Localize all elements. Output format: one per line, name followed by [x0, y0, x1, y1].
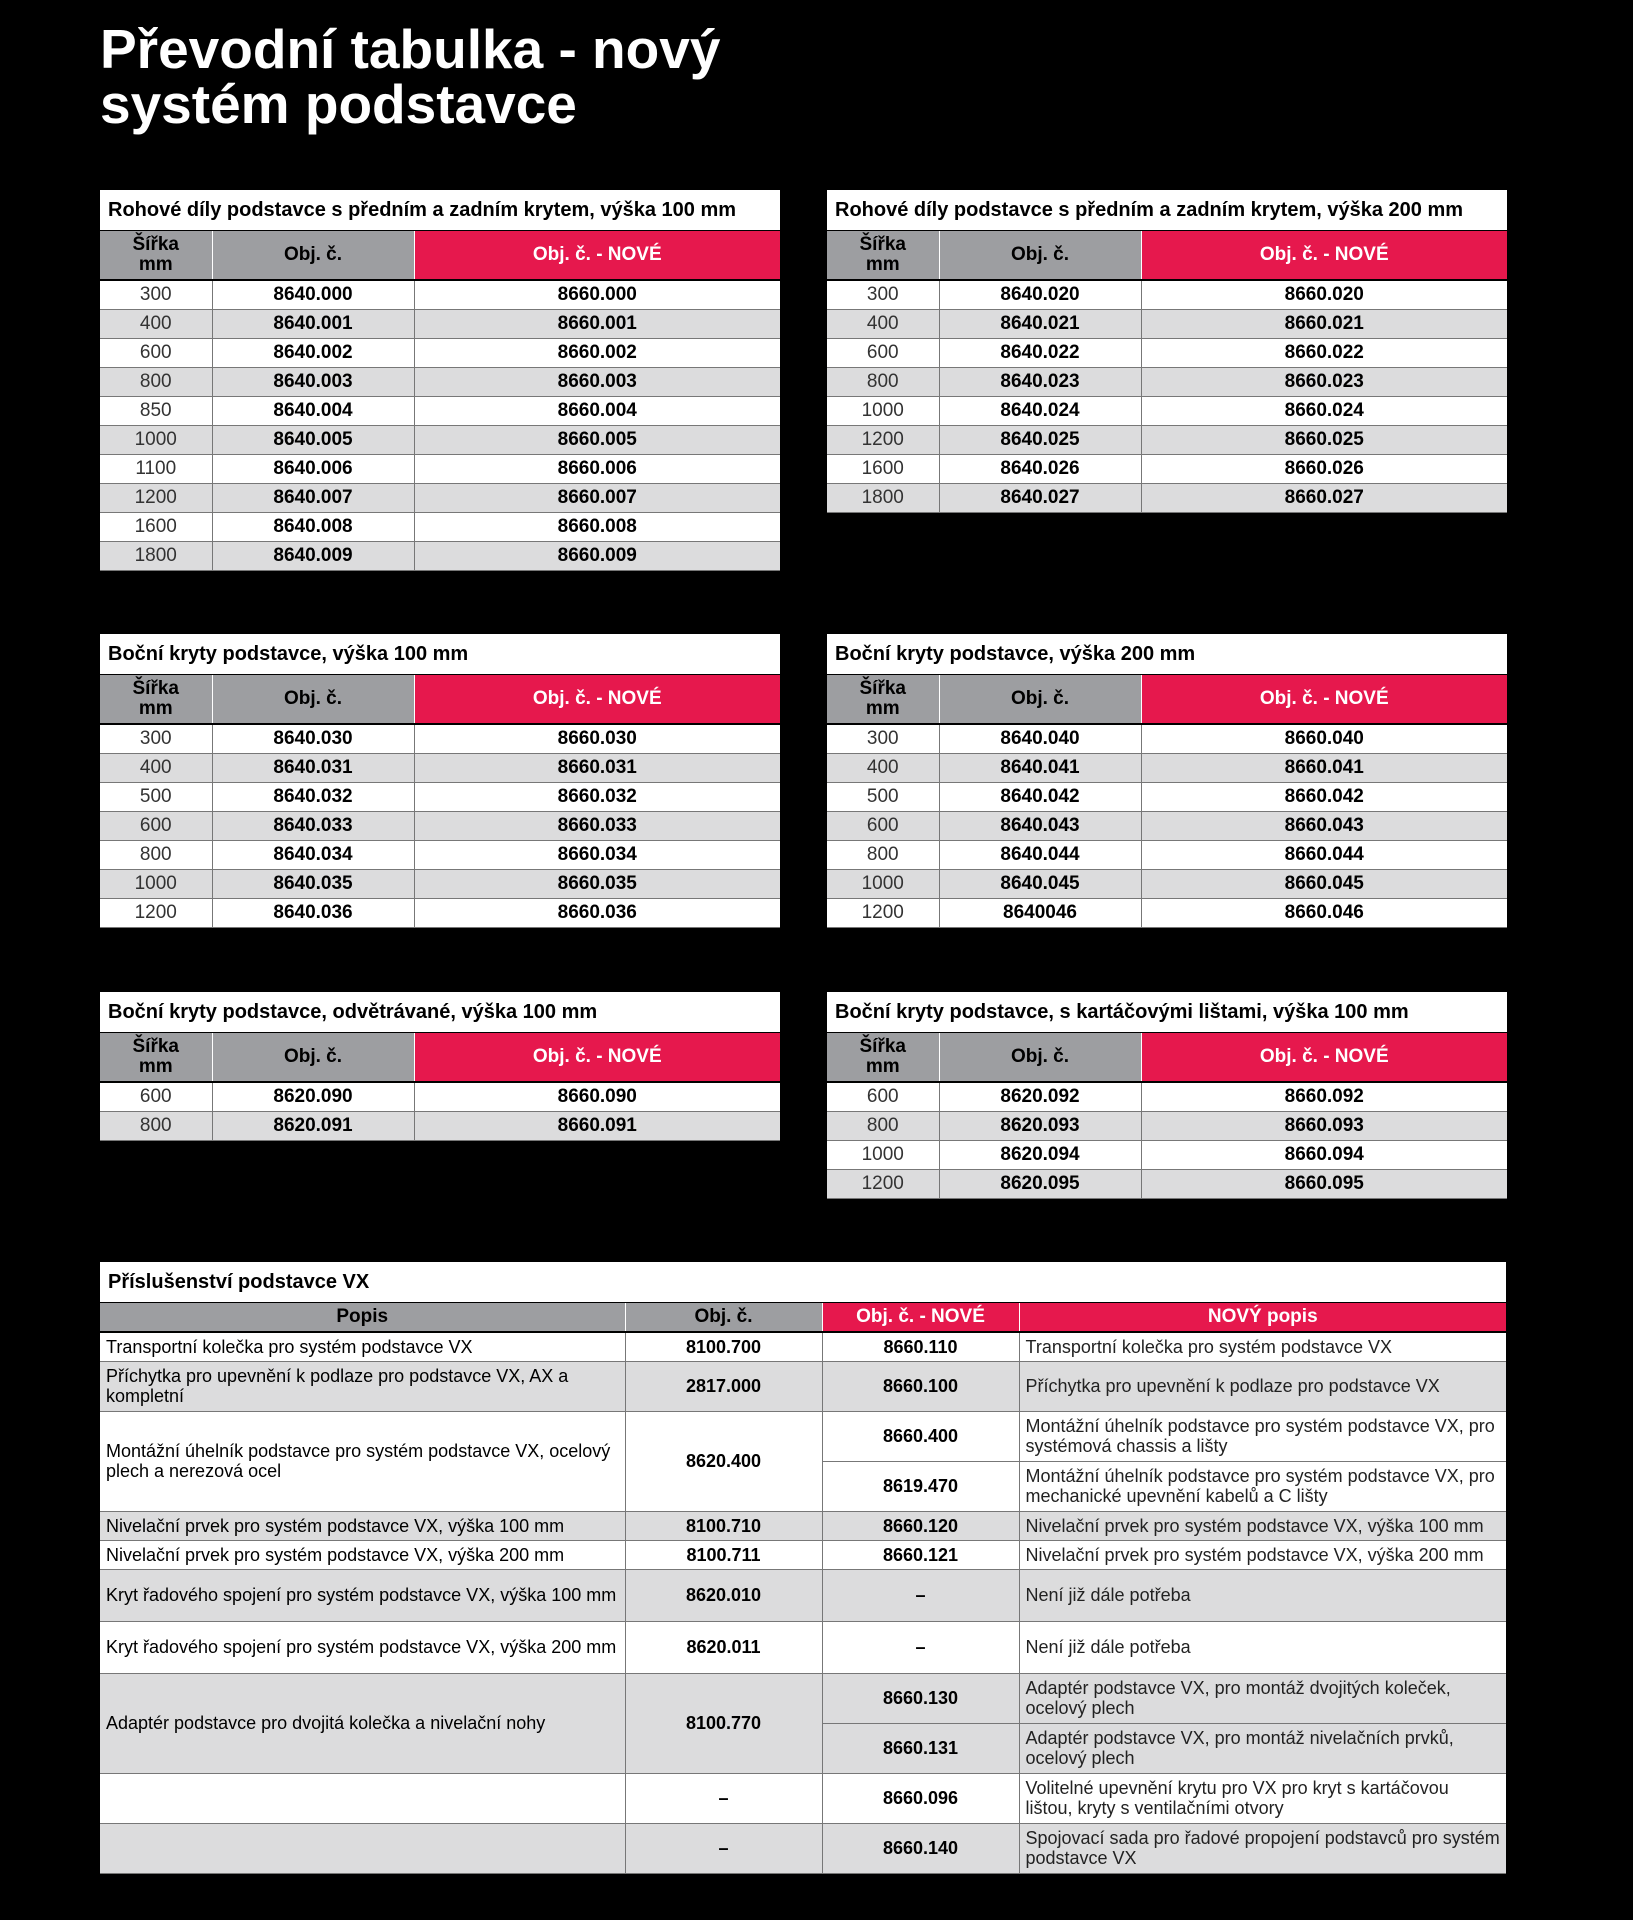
cell-obj-new: –	[822, 1569, 1019, 1621]
cell-width: 1600	[827, 454, 939, 483]
table-row	[100, 367, 780, 396]
cell-width: 1200	[827, 425, 939, 454]
cell-obj-new: 8660.007	[414, 483, 780, 512]
header-sirka-unit: mm	[138, 1056, 173, 1077]
cell-obj: 8100.700	[625, 1332, 822, 1361]
cell-obj: 8620.092	[939, 1082, 1141, 1111]
table-title: Rohové díly podstavce s předním a zadním krytem, výška 100 mm	[100, 190, 780, 231]
cell-obj: 8620.011	[625, 1621, 822, 1673]
cell-width: 400	[827, 309, 939, 338]
cell-obj-new: 8660.033	[414, 811, 780, 840]
cell-obj: 8640.031	[212, 753, 414, 782]
table-side-200	[827, 634, 1507, 928]
cell-new-desc: Příchytka pro upevnění k podlaze pro podstavce VX	[1019, 1361, 1506, 1411]
cell-width: 500	[100, 782, 212, 811]
header-sirka-label: Šířka	[132, 234, 179, 255]
cell-obj: 8640.040	[939, 724, 1141, 753]
table-row	[100, 1411, 1506, 1461]
cell-obj-new: 8660.100	[822, 1361, 1019, 1411]
cell-obj: 8640.043	[939, 811, 1141, 840]
cell-popis: Adaptér podstavce pro dvojitá kolečka a nivelační nohy	[100, 1673, 625, 1773]
cell-obj: –	[625, 1823, 822, 1873]
cell-width: 850	[100, 396, 212, 425]
cell-obj: 8620.090	[212, 1082, 414, 1111]
cell-obj: 8620.010	[625, 1569, 822, 1621]
cell-width: 1200	[100, 898, 212, 927]
table-row	[827, 396, 1507, 425]
table-side-ventilated-100	[100, 992, 780, 1141]
cell-obj-new: 8660.045	[1141, 869, 1507, 898]
cell-obj-new: 8660.005	[414, 425, 780, 454]
cell-width: 300	[100, 280, 212, 309]
header-obj-new: Obj. č. - NOVÉ	[1141, 675, 1507, 724]
cell-width: 500	[827, 782, 939, 811]
cell-obj: 8640.045	[939, 869, 1141, 898]
cell-popis: Transportní kolečka pro systém podstavce VX	[100, 1332, 625, 1361]
cell-width: 1000	[827, 869, 939, 898]
table-row	[100, 425, 780, 454]
cell-obj: 8620.093	[939, 1111, 1141, 1140]
cell-obj-new: 8660.121	[822, 1540, 1019, 1569]
table-row	[827, 367, 1507, 396]
table-title: Rohové díly podstavce s předním a zadním krytem, výška 200 mm	[827, 190, 1507, 231]
cell-width: 1000	[827, 1140, 939, 1169]
cell-obj-new: 8660.046	[1141, 898, 1507, 927]
header-sirka-unit: mm	[865, 698, 900, 719]
cell-obj: –	[625, 1773, 822, 1823]
header-obj: Obj. č.	[212, 231, 414, 280]
cell-obj-new: 8660.009	[414, 541, 780, 570]
header-sirka	[827, 675, 939, 724]
table-row	[827, 782, 1507, 811]
cell-width: 800	[100, 840, 212, 869]
cell-obj: 8620.091	[212, 1111, 414, 1140]
table-row	[100, 840, 780, 869]
cell-obj: 8640.009	[212, 541, 414, 570]
table-row	[100, 782, 780, 811]
cell-obj-new: 8660.021	[1141, 309, 1507, 338]
table-row	[100, 338, 780, 367]
table-row	[100, 280, 780, 309]
cell-obj: 8640.001	[212, 309, 414, 338]
table-row	[827, 338, 1507, 367]
header-sirka	[827, 1033, 939, 1082]
cell-obj-new: 8660.131	[822, 1723, 1019, 1773]
table-row	[827, 280, 1507, 309]
cell-obj-new: 8660.040	[1141, 724, 1507, 753]
cell-new-desc: Montážní úhelník podstavce pro systém podstavce VX, pro mechanické upevnění kabelů a C lišty	[1019, 1461, 1506, 1511]
cell-obj: 8640.007	[212, 483, 414, 512]
cell-width: 800	[827, 1111, 939, 1140]
cell-obj-new: 8660.024	[1141, 396, 1507, 425]
cell-obj-new: 8660.002	[414, 338, 780, 367]
header-obj-new: Obj. č. - NOVÉ	[414, 675, 780, 724]
cell-obj: 8620.095	[939, 1169, 1141, 1198]
table-row	[827, 1169, 1507, 1198]
table-row	[100, 396, 780, 425]
cell-width: 600	[827, 811, 939, 840]
cell-obj-new: 8660.095	[1141, 1169, 1507, 1198]
cell-obj-new: 8660.130	[822, 1673, 1019, 1723]
table-row	[100, 1332, 1506, 1361]
cell-obj-new: –	[822, 1621, 1019, 1673]
cell-obj-new: 8660.400	[822, 1411, 1019, 1461]
header-obj: Obj. č.	[939, 675, 1141, 724]
table-corner-100	[100, 190, 780, 571]
cell-width: 1000	[100, 425, 212, 454]
table-row	[827, 454, 1507, 483]
header-sirka	[827, 231, 939, 280]
cell-obj: 8100.770	[625, 1673, 822, 1773]
header-obj-new: Obj. č. - NOVÉ	[822, 1303, 1019, 1332]
table-row	[100, 1621, 1506, 1673]
table-row	[100, 1673, 1506, 1723]
table-row	[827, 483, 1507, 512]
cell-obj: 8640.006	[212, 454, 414, 483]
cell-width: 800	[827, 367, 939, 396]
page-title-line-2: systém podstavce	[100, 73, 577, 135]
table-row	[100, 1540, 1506, 1569]
cell-obj-new: 8660.096	[822, 1773, 1019, 1823]
cell-popis: Kryt řadového spojení pro systém podstavce VX, výška 200 mm	[100, 1621, 625, 1673]
header-obj-new: Obj. č. - NOVÉ	[1141, 231, 1507, 280]
table-row	[100, 1773, 1506, 1823]
header-obj: Obj. č.	[212, 1033, 414, 1082]
cell-obj-new: 8660.091	[414, 1111, 780, 1140]
table-row	[100, 541, 780, 570]
header-new-desc: NOVÝ popis	[1019, 1303, 1506, 1332]
cell-obj-new: 8660.006	[414, 454, 780, 483]
cell-obj: 8640.030	[212, 724, 414, 753]
cell-width: 600	[100, 1082, 212, 1111]
cell-obj-new: 8660.120	[822, 1511, 1019, 1540]
table-row	[827, 724, 1507, 753]
cell-popis	[100, 1773, 625, 1823]
cell-width: 300	[100, 724, 212, 753]
cell-obj: 8640.024	[939, 396, 1141, 425]
cell-new-desc: Nivelační prvek pro systém podstavce VX, výška 100 mm	[1019, 1511, 1506, 1540]
table-title: Boční kryty podstavce, odvětrávané, výška 100 mm	[100, 992, 780, 1033]
header-obj-new: Obj. č. - NOVÉ	[1141, 1033, 1507, 1082]
cell-width: 1200	[827, 1169, 939, 1198]
cell-obj-new: 8660.025	[1141, 425, 1507, 454]
cell-popis: Montážní úhelník podstavce pro systém podstavce VX, ocelový plech a nerezová ocel	[100, 1411, 625, 1511]
table-side-brush-100	[827, 992, 1507, 1199]
cell-width: 300	[827, 280, 939, 309]
header-sirka-unit: mm	[138, 698, 173, 719]
cell-width: 1800	[827, 483, 939, 512]
cell-obj: 8620.400	[625, 1411, 822, 1511]
cell-obj-new: 8660.026	[1141, 454, 1507, 483]
cell-obj: 8640.020	[939, 280, 1141, 309]
cell-obj: 8620.094	[939, 1140, 1141, 1169]
cell-new-desc: Adaptér podstavce VX, pro montáž nivelačních prvků, ocelový plech	[1019, 1723, 1506, 1773]
table-row	[100, 309, 780, 338]
header-sirka-unit: mm	[865, 254, 900, 275]
table-row	[100, 1361, 1506, 1411]
cell-new-desc: Montážní úhelník podstavce pro systém podstavce VX, pro systémová chassis a lišty	[1019, 1411, 1506, 1461]
table-row	[827, 840, 1507, 869]
table-row	[100, 483, 780, 512]
cell-obj: 8640.008	[212, 512, 414, 541]
cell-obj-new: 8660.032	[414, 782, 780, 811]
header-popis: Popis	[100, 1303, 625, 1332]
cell-width: 400	[100, 309, 212, 338]
header-sirka	[100, 1033, 212, 1082]
cell-popis: Kryt řadového spojení pro systém podstavce VX, výška 100 mm	[100, 1569, 625, 1621]
cell-width: 800	[100, 367, 212, 396]
table-row	[100, 898, 780, 927]
header-obj: Obj. č.	[939, 1033, 1141, 1082]
cell-width: 400	[827, 753, 939, 782]
header-sirka-unit: mm	[138, 254, 173, 275]
cell-obj-new: 8660.034	[414, 840, 780, 869]
cell-obj: 8640.027	[939, 483, 1141, 512]
cell-width: 800	[827, 840, 939, 869]
cell-new-desc: Volitelné upevnění krytu pro VX pro kryt s kartáčovou lištou, kryty s ventilačními otvory	[1019, 1773, 1506, 1823]
header-obj: Obj. č.	[625, 1303, 822, 1332]
cell-obj: 8640.003	[212, 367, 414, 396]
table-row	[827, 869, 1507, 898]
cell-obj: 8640.036	[212, 898, 414, 927]
cell-obj: 8640.002	[212, 338, 414, 367]
header-obj: Obj. č.	[212, 675, 414, 724]
cell-obj-new: 8660.035	[414, 869, 780, 898]
table-row	[100, 1823, 1506, 1873]
cell-obj: 8640.000	[212, 280, 414, 309]
cell-popis	[100, 1823, 625, 1873]
cell-obj: 8640.041	[939, 753, 1141, 782]
cell-new-desc: Transportní kolečka pro systém podstavce VX	[1019, 1332, 1506, 1361]
cell-new-desc: Není již dále potřeba	[1019, 1569, 1506, 1621]
cell-obj: 8640.004	[212, 396, 414, 425]
header-sirka	[100, 675, 212, 724]
table-row	[827, 811, 1507, 840]
cell-popis: Nivelační prvek pro systém podstavce VX, výška 200 mm	[100, 1540, 625, 1569]
cell-obj-new: 8660.092	[1141, 1082, 1507, 1111]
cell-popis: Nivelační prvek pro systém podstavce VX, výška 100 mm	[100, 1511, 625, 1540]
cell-obj: 8640.033	[212, 811, 414, 840]
cell-obj-new: 8660.001	[414, 309, 780, 338]
cell-obj-new: 8660.044	[1141, 840, 1507, 869]
table-row	[100, 1511, 1506, 1540]
table-row	[100, 1082, 780, 1111]
table-row	[100, 811, 780, 840]
header-sirka-label: Šířka	[859, 1036, 906, 1057]
cell-obj: 8640046	[939, 898, 1141, 927]
cell-new-desc: Není již dále potřeba	[1019, 1621, 1506, 1673]
cell-obj-new: 8619.470	[822, 1461, 1019, 1511]
cell-obj: 8100.711	[625, 1540, 822, 1569]
cell-obj: 2817.000	[625, 1361, 822, 1411]
cell-obj: 8640.026	[939, 454, 1141, 483]
cell-width: 300	[827, 724, 939, 753]
cell-obj-new: 8660.004	[414, 396, 780, 425]
table-row	[100, 1111, 780, 1140]
cell-width: 1100	[100, 454, 212, 483]
table-row	[827, 1111, 1507, 1140]
table-row	[100, 454, 780, 483]
cell-obj-new: 8660.140	[822, 1823, 1019, 1873]
header-obj: Obj. č.	[939, 231, 1141, 280]
header-sirka-unit: mm	[865, 1056, 900, 1077]
cell-obj: 8640.044	[939, 840, 1141, 869]
table-row	[827, 1140, 1507, 1169]
table-title: Boční kryty podstavce, s kartáčovými lištami, výška 100 mm	[827, 992, 1507, 1033]
header-sirka-label: Šířka	[132, 1036, 179, 1057]
table-row	[827, 898, 1507, 927]
cell-obj: 8640.021	[939, 309, 1141, 338]
table-row	[100, 753, 780, 782]
cell-width: 600	[827, 1082, 939, 1111]
cell-obj: 8640.025	[939, 425, 1141, 454]
cell-obj: 8640.042	[939, 782, 1141, 811]
cell-width: 1000	[827, 396, 939, 425]
cell-width: 400	[100, 753, 212, 782]
header-sirka	[100, 231, 212, 280]
cell-obj-new: 8660.036	[414, 898, 780, 927]
cell-width: 1600	[100, 512, 212, 541]
cell-width: 600	[100, 811, 212, 840]
cell-obj: 8640.005	[212, 425, 414, 454]
table-accessories	[100, 1262, 1506, 1874]
cell-obj-new: 8660.110	[822, 1332, 1019, 1361]
cell-obj-new: 8660.022	[1141, 338, 1507, 367]
table-side-100	[100, 634, 780, 928]
cell-new-desc: Adaptér podstavce VX, pro montáž dvojitých koleček, ocelový plech	[1019, 1673, 1506, 1723]
header-sirka-label: Šířka	[859, 234, 906, 255]
header-obj-new: Obj. č. - NOVÉ	[414, 1033, 780, 1082]
cell-obj: 8640.022	[939, 338, 1141, 367]
table-title: Boční kryty podstavce, výška 200 mm	[827, 634, 1507, 675]
table-row	[827, 425, 1507, 454]
cell-obj: 8640.034	[212, 840, 414, 869]
table-row	[100, 512, 780, 541]
cell-obj-new: 8660.020	[1141, 280, 1507, 309]
page-title	[100, 18, 1000, 135]
page-title-line-1: Převodní tabulka - nový	[100, 18, 721, 80]
cell-new-desc: Nivelační prvek pro systém podstavce VX, výška 200 mm	[1019, 1540, 1506, 1569]
cell-obj: 8100.710	[625, 1511, 822, 1540]
cell-width: 600	[827, 338, 939, 367]
cell-obj-new: 8660.008	[414, 512, 780, 541]
cell-obj-new: 8660.027	[1141, 483, 1507, 512]
cell-obj-new: 8660.090	[414, 1082, 780, 1111]
cell-obj: 8640.032	[212, 782, 414, 811]
table-row	[827, 753, 1507, 782]
header-sirka-label: Šířka	[859, 678, 906, 699]
cell-new-desc: Spojovací sada pro řadové propojení podstavců pro systém podstavce VX	[1019, 1823, 1506, 1873]
table-title: Příslušenství podstavce VX	[100, 1262, 1506, 1303]
table-row	[100, 724, 780, 753]
table-row	[827, 1082, 1507, 1111]
cell-obj-new: 8660.042	[1141, 782, 1507, 811]
table-row	[100, 869, 780, 898]
cell-width: 800	[100, 1111, 212, 1140]
cell-width: 1200	[827, 898, 939, 927]
cell-obj-new: 8660.031	[414, 753, 780, 782]
cell-obj-new: 8660.030	[414, 724, 780, 753]
cell-obj: 8640.023	[939, 367, 1141, 396]
cell-obj-new: 8660.003	[414, 367, 780, 396]
table-row	[100, 1569, 1506, 1621]
cell-obj-new: 8660.000	[414, 280, 780, 309]
table-row	[827, 309, 1507, 338]
header-obj-new: Obj. č. - NOVÉ	[414, 231, 780, 280]
cell-obj-new: 8660.093	[1141, 1111, 1507, 1140]
header-sirka-label: Šířka	[132, 678, 179, 699]
cell-width: 600	[100, 338, 212, 367]
cell-obj-new: 8660.041	[1141, 753, 1507, 782]
cell-obj-new: 8660.094	[1141, 1140, 1507, 1169]
cell-width: 1200	[100, 483, 212, 512]
table-corner-200	[827, 190, 1507, 513]
cell-popis: Příchytka pro upevnění k podlaze pro podstavce VX, AX a kompletní	[100, 1361, 625, 1411]
cell-obj-new: 8660.023	[1141, 367, 1507, 396]
table-title: Boční kryty podstavce, výška 100 mm	[100, 634, 780, 675]
cell-obj-new: 8660.043	[1141, 811, 1507, 840]
cell-width: 1000	[100, 869, 212, 898]
cell-obj: 8640.035	[212, 869, 414, 898]
cell-width: 1800	[100, 541, 212, 570]
